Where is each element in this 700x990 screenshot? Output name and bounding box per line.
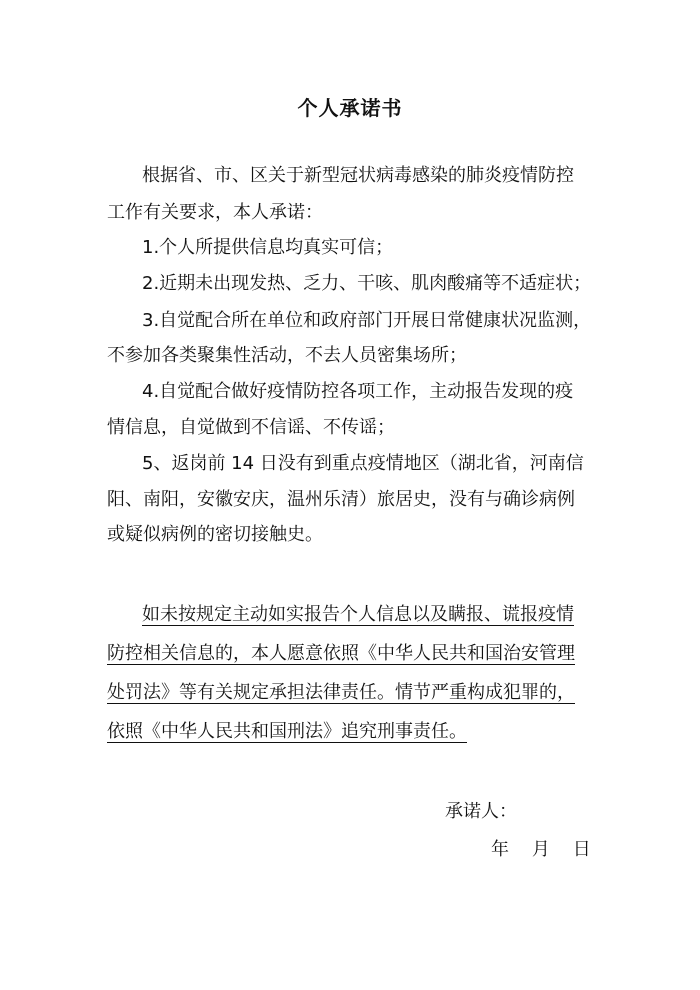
liability-line-4: 依照《中华人民共和国刑法》追究刑事责任。 [107,721,467,742]
commitment-item-4-line-1: 4.自觉配合做好疫情防控各项工作，主动报告发现的疫 [142,381,574,402]
commitment-item-2: 2.近期未出现发热、乏力、干咳、肌肉酸痛等不适症状； [142,273,592,294]
commitment-item-5-line-1: 5、返岗前 14 日没有到重点疫情地区（湖北省，河南信 [142,453,584,474]
signature-label: 承诺人： [445,801,517,822]
paragraph-1-line-1: 根据省、市、区关于新型冠状病毒感染的肺炎疫情防控 [142,165,574,186]
liability-line-3: 处罚法》等有关规定承担法律责任。情节严重构成犯罪的， [107,682,575,703]
commitment-item-3-line-2: 不参加各类聚集性活动，不去人员密集场所； [107,345,467,366]
commitment-item-5-line-2: 阳、南阳，安徽安庆，温州乐清）旅居史，没有与确诊病例 [107,489,575,510]
commitment-item-3-line-1: 3.自觉配合所在单位和政府部门开展日常健康状况监测， [142,310,592,331]
liability-line-2: 防控相关信息的，本人愿意依照《中华人民共和国治安管理 [107,643,575,664]
liability-line-1: 如未按规定主动如实报告个人信息以及瞒报、谎报疫情 [142,604,574,625]
commitment-item-1: 1.个人所提供信息均真实可信； [142,237,394,258]
paragraph-1-line-2: 工作有关要求，本人承诺： [107,202,323,223]
document-title: 个人承诺书 [297,96,403,120]
signature-date: 年 月 日 [491,839,591,860]
commitment-item-4-line-2: 情信息，自觉做到不信谣、不传谣； [107,417,395,438]
commitment-item-5-line-3: 或疑似病例的密切接触史。 [107,524,323,545]
